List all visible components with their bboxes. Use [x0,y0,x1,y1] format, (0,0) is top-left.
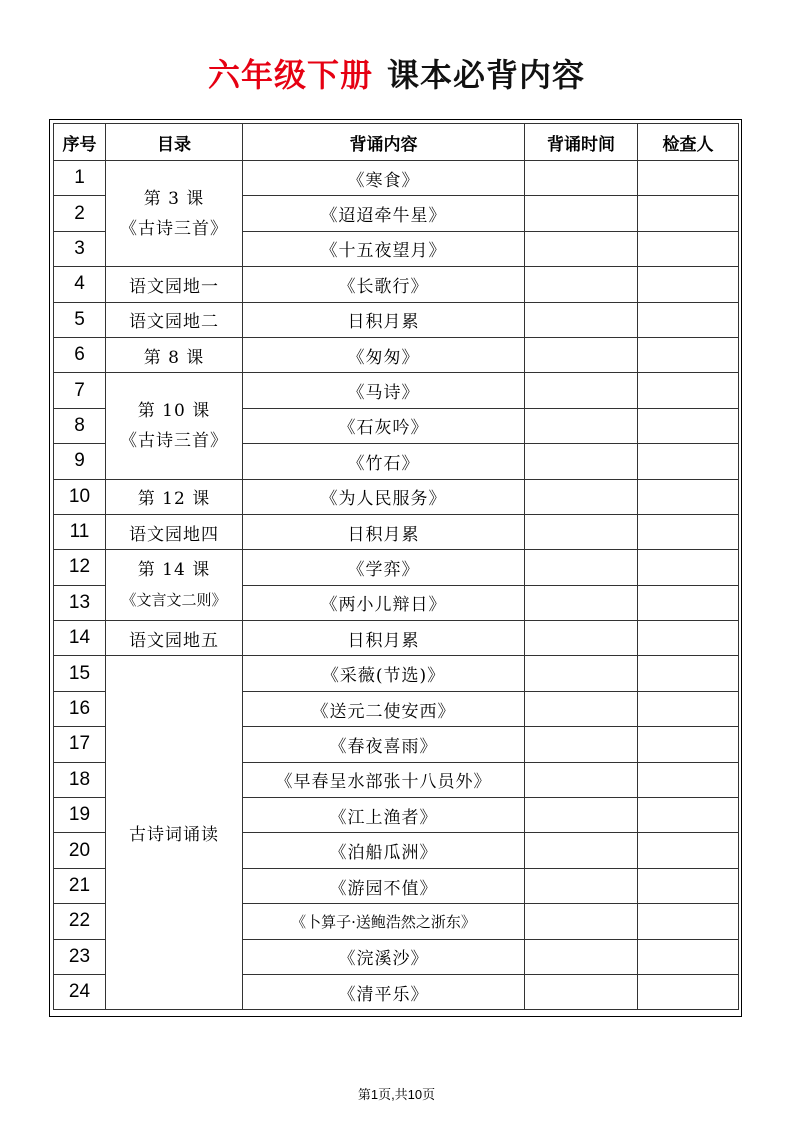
row-number: 19 [54,798,106,833]
content-cell: 《寒食》 [243,161,525,196]
time-cell[interactable] [525,656,638,691]
row-number: 23 [54,939,106,974]
checker-cell[interactable] [638,408,739,443]
time-cell[interactable] [525,267,638,302]
time-cell[interactable] [525,798,638,833]
page-footer: 第1页,共10页 [357,1087,436,1102]
checker-cell[interactable] [638,267,739,302]
content-cell: 《学弈》 [243,550,525,585]
time-cell[interactable] [525,514,638,549]
category-cell: 第 8 课 [106,337,243,372]
header-num: 序号 [54,124,106,161]
time-cell[interactable] [525,727,638,762]
category-line2: 《古诗三首》 [120,218,228,239]
time-cell[interactable] [525,337,638,372]
table-row [54,267,739,302]
row-number: 17 [54,727,106,762]
category-cell [106,373,243,479]
time-cell[interactable] [525,939,638,974]
content-cell: 日积月累 [243,621,525,656]
time-cell[interactable] [525,408,638,443]
category-cell: 古诗词诵读 [106,656,243,1010]
page-title [0,50,793,94]
time-cell[interactable] [525,196,638,231]
header-content: 背诵内容 [243,124,525,161]
row-number: 15 [54,656,106,691]
title-grade: 六年级下册 [207,56,373,94]
content-cell: 《卜算子·送鲍浩然之浙东》 [243,904,525,939]
content-cell: 《送元二使安西》 [243,691,525,726]
title-subject: 课本必背内容 [387,56,586,94]
checker-cell[interactable] [638,939,739,974]
checker-cell[interactable] [638,550,739,585]
table-row [54,373,739,408]
checker-cell[interactable] [638,798,739,833]
row-number: 13 [54,585,106,620]
checker-cell[interactable] [638,514,739,549]
row-number: 7 [54,373,106,408]
recitation-table [53,123,739,1010]
table-row [54,621,739,656]
checker-cell[interactable] [638,479,739,514]
row-number: 1 [54,161,106,196]
header-category: 目录 [106,124,243,161]
row-number: 2 [54,196,106,231]
time-cell[interactable] [525,302,638,337]
checker-cell[interactable] [638,621,739,656]
table-row [54,302,739,337]
content-cell: 《游园不值》 [243,868,525,903]
content-cell: 《两小儿辩日》 [243,585,525,620]
category-cell: 语文园地一 [106,267,243,302]
time-cell[interactable] [525,621,638,656]
category-cell: 语文园地二 [106,302,243,337]
checker-cell[interactable] [638,444,739,479]
row-number: 4 [54,267,106,302]
content-cell: 《长歌行》 [243,267,525,302]
time-cell[interactable] [525,161,638,196]
content-cell: 《泊船瓜洲》 [243,833,525,868]
header-checker: 检查人 [638,124,739,161]
header-time: 背诵时间 [525,124,638,161]
checker-cell[interactable] [638,868,739,903]
content-cell: 《春夜喜雨》 [243,727,525,762]
time-cell[interactable] [525,974,638,1009]
content-cell: 日积月累 [243,514,525,549]
content-cell: 《清平乐》 [243,974,525,1009]
time-cell[interactable] [525,550,638,585]
content-cell: 《十五夜望月》 [243,231,525,266]
content-cell: 日积月累 [243,302,525,337]
content-cell: 《马诗》 [243,373,525,408]
category-line1: 第 3 课 [143,188,205,209]
checker-cell[interactable] [638,373,739,408]
category-cell: 语文园地五 [106,621,243,656]
time-cell[interactable] [525,231,638,266]
content-cell: 《竹石》 [243,444,525,479]
checker-cell[interactable] [638,904,739,939]
row-number: 20 [54,833,106,868]
checker-cell[interactable] [638,231,739,266]
row-number: 18 [54,762,106,797]
category-cell: 第 12 课 [106,479,243,514]
time-cell[interactable] [525,904,638,939]
category-line2: 《古诗三首》 [120,430,228,451]
checker-cell[interactable] [638,833,739,868]
row-number: 16 [54,691,106,726]
row-number: 24 [54,974,106,1009]
checker-cell[interactable] [638,974,739,1009]
checker-cell[interactable] [638,337,739,372]
checker-cell[interactable] [638,585,739,620]
checker-cell[interactable] [638,762,739,797]
time-cell[interactable] [525,833,638,868]
category-line2: 《文言文二则》 [121,591,227,610]
category-cell [106,550,243,621]
table-row [54,656,739,691]
checker-cell[interactable] [638,727,739,762]
row-number: 6 [54,337,106,372]
content-cell: 《早春呈水部张十八员外》 [243,762,525,797]
time-cell[interactable] [525,373,638,408]
row-number: 22 [54,904,106,939]
checker-cell[interactable] [638,196,739,231]
content-cell: 《为人民服务》 [243,479,525,514]
table-row [54,337,739,372]
table-header-row [54,124,739,161]
row-number: 9 [54,444,106,479]
row-number: 12 [54,550,106,585]
checker-cell[interactable] [638,302,739,337]
table-row [54,550,739,585]
category-line1: 第 14 课 [137,560,211,581]
table-row [54,479,739,514]
content-cell: 《迢迢牵牛星》 [243,196,525,231]
category-cell [106,161,243,267]
checker-cell[interactable] [638,656,739,691]
checker-cell[interactable] [638,161,739,196]
time-cell[interactable] [525,479,638,514]
time-cell[interactable] [525,868,638,903]
table-row [54,514,739,549]
row-number: 14 [54,621,106,656]
row-number: 21 [54,868,106,903]
row-number: 3 [54,231,106,266]
row-number: 8 [54,408,106,443]
content-cell: 《采薇(节选)》 [243,656,525,691]
content-cell: 《石灰吟》 [243,408,525,443]
content-cell: 《浣溪沙》 [243,939,525,974]
category-cell: 语文园地四 [106,514,243,549]
time-cell[interactable] [525,585,638,620]
time-cell[interactable] [525,762,638,797]
row-number: 10 [54,479,106,514]
row-number: 11 [54,514,106,549]
row-number: 5 [54,302,106,337]
time-cell[interactable] [525,691,638,726]
table-row [54,161,739,196]
category-line1: 第 10 课 [137,400,211,421]
time-cell[interactable] [525,444,638,479]
content-cell: 《匆匆》 [243,337,525,372]
checker-cell[interactable] [638,691,739,726]
content-cell: 《江上渔者》 [243,798,525,833]
